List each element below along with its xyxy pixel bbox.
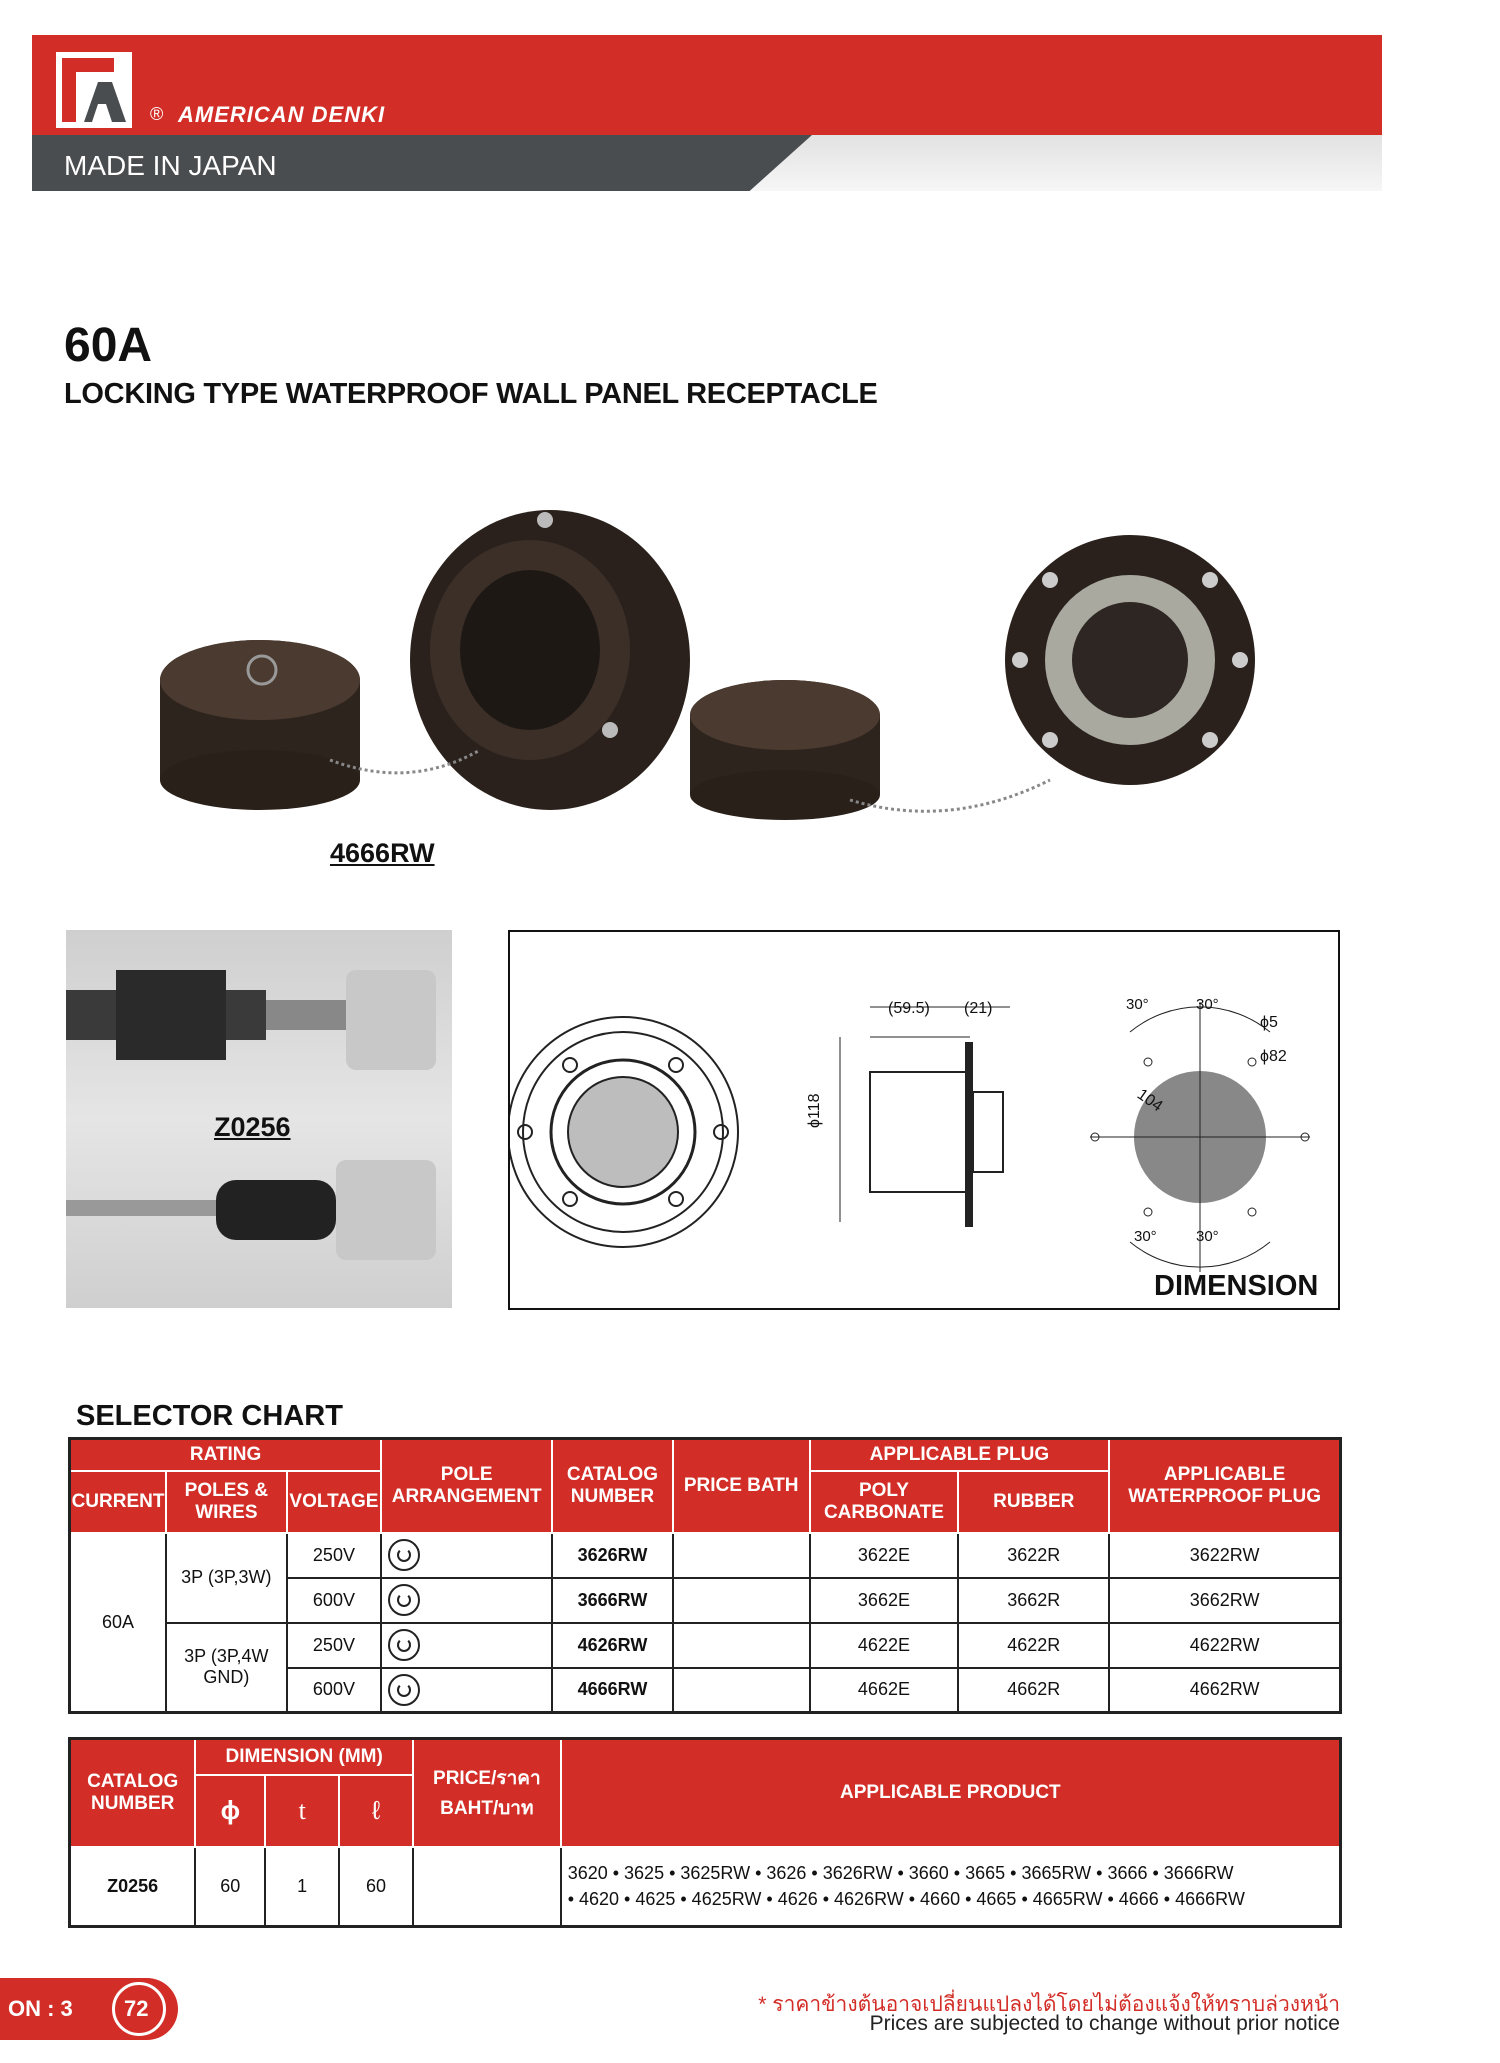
cell-acc-t: 1 xyxy=(265,1847,339,1927)
cell-acc-catalog: Z0256 xyxy=(70,1847,196,1927)
pole-arrangement-icon xyxy=(381,1578,552,1623)
accessory-table xyxy=(68,1737,1342,1928)
header-voltage: VOLTAGE xyxy=(287,1471,382,1533)
dim-angle-2: 30° xyxy=(1196,996,1219,1013)
dim-pcd: 104 xyxy=(1133,1085,1166,1116)
cell-voltage: 600V xyxy=(287,1578,382,1623)
cell-catalog: 3626RW xyxy=(552,1533,673,1578)
registered-mark: ® xyxy=(150,104,164,124)
dim-depth: (59.5) xyxy=(888,1000,930,1017)
product-photo xyxy=(150,500,1300,840)
selector-chart-title: SELECTOR CHART xyxy=(76,1400,343,1432)
cell-rubber: 4662R xyxy=(958,1668,1109,1713)
cell-price xyxy=(673,1578,810,1623)
dimension-label: DIMENSION xyxy=(1154,1270,1319,1302)
header-acc-l: ℓ xyxy=(339,1775,413,1847)
cell-poles-b: 3P (3P,4W GND) xyxy=(166,1623,287,1713)
page-subtitle: LOCKING TYPE WATERPROOF WALL PANEL RECEPTACLE xyxy=(64,378,878,410)
cell-price xyxy=(673,1668,810,1713)
cell-waterproof: 3622RW xyxy=(1109,1533,1340,1578)
dim-flange: (21) xyxy=(964,1000,993,1017)
cell-acc-products xyxy=(561,1847,1341,1927)
cell-poly: 3622E xyxy=(810,1533,959,1578)
selector-table xyxy=(68,1437,1342,1714)
cell-price xyxy=(673,1533,810,1578)
page-number: 72 xyxy=(124,1996,149,2021)
cell-rubber: 3622R xyxy=(958,1533,1109,1578)
cell-waterproof: 4662RW xyxy=(1109,1668,1340,1713)
cell-catalog: 4666RW xyxy=(552,1668,673,1713)
cell-acc-price xyxy=(413,1847,561,1927)
header-rating: RATING xyxy=(70,1439,382,1471)
header-poly-carbonate: POLY CARBONATE xyxy=(810,1471,959,1533)
table-row xyxy=(70,1533,1341,1578)
pole-arrangement-icon xyxy=(381,1668,552,1713)
dim-cutout: ϕ82 xyxy=(1260,1048,1287,1065)
header-acc-product: APPLICABLE PRODUCT xyxy=(561,1739,1341,1847)
dim-angle-1: 30° xyxy=(1126,996,1149,1013)
pole-arrangement-icon xyxy=(381,1533,552,1578)
cell-poles-a: 3P (3P,3W) xyxy=(166,1533,287,1623)
cell-catalog: 4626RW xyxy=(552,1623,673,1668)
accessory-model-label: Z0256 xyxy=(214,1112,291,1142)
dim-angle-4: 30° xyxy=(1196,1228,1219,1245)
header-acc-t: t xyxy=(265,1775,339,1847)
cell-acc-phi: 60 xyxy=(195,1847,265,1927)
cell-catalog: 3666RW xyxy=(552,1578,673,1623)
cell-voltage: 250V xyxy=(287,1533,382,1578)
cell-poly: 4662E xyxy=(810,1668,959,1713)
header-waterproof-plug: APPLICABLE WATERPROOF PLUG xyxy=(1109,1439,1340,1533)
product-list-line-1: 3620 • 3625 • 3625RW • 3626 • 3626RW • 3660 • 3665 • 3665RW • 3666 • 3666RW xyxy=(567,1863,1234,1884)
cell-current: 60A xyxy=(70,1533,167,1713)
price-note-english: Prices are subjected to change without prior notice xyxy=(869,2012,1340,2035)
header-applicable-plug: APPLICABLE PLUG xyxy=(810,1439,1110,1471)
header-price: PRICE BATH xyxy=(673,1439,810,1533)
header-rubber: RUBBER xyxy=(958,1471,1109,1533)
section-label: ON : 3 xyxy=(8,1996,73,2021)
page-title: 60A xyxy=(64,319,153,372)
dim-angle-3: 30° xyxy=(1134,1228,1157,1245)
product-list-line-2: • 4620 • 4625 • 4625RW • 4626 • 4626RW • 4660 • 4665 • 4665RW • 4666 • 4666RW xyxy=(567,1889,1245,1910)
table-row xyxy=(70,1847,1341,1927)
cell-poly: 4622E xyxy=(810,1623,959,1668)
header-pole-arrangement: POLE ARRANGEMENT xyxy=(381,1439,552,1533)
cell-acc-l: 60 xyxy=(339,1847,413,1927)
header-poles-wires: POLES & WIRES xyxy=(166,1471,287,1533)
cell-rubber: 3662R xyxy=(958,1578,1109,1623)
cell-voltage: 600V xyxy=(287,1668,382,1713)
table-row xyxy=(70,1623,1341,1668)
cell-rubber: 4622R xyxy=(958,1623,1109,1668)
cell-waterproof: 4622RW xyxy=(1109,1623,1340,1668)
brand-name: AMERICAN DENKI xyxy=(178,102,386,127)
cell-poly: 3662E xyxy=(810,1578,959,1623)
header-acc-catalog: CATALOG NUMBER xyxy=(70,1739,196,1847)
header-acc-dimension: DIMENSION (MM) xyxy=(195,1739,413,1775)
product-model-label: 4666RW xyxy=(330,838,435,868)
header-acc-price: PRICE/ราคา BAHT/บาท xyxy=(413,1739,561,1847)
header-catalog-number: CATALOG NUMBER xyxy=(552,1439,673,1533)
brand-logo xyxy=(56,52,132,128)
pole-arrangement-icon xyxy=(381,1623,552,1668)
dim-hole: ϕ5 xyxy=(1260,1014,1278,1031)
header-current: CURRENT xyxy=(70,1471,167,1533)
cell-price xyxy=(673,1623,810,1668)
cell-waterproof: 3662RW xyxy=(1109,1578,1340,1623)
dim-height: ϕ118 xyxy=(806,1093,823,1128)
header-acc-phi: ϕ xyxy=(195,1775,265,1847)
price-note-thai: * ราคาข้างต้นอาจเปลี่ยนแปลงได้โดยไม่ต้องแจ้งให้ทราบล่วงหน้า xyxy=(758,1993,1340,2016)
cell-voltage: 250V xyxy=(287,1623,382,1668)
dimension-drawing xyxy=(508,930,1340,1310)
made-in-label: MADE IN JAPAN xyxy=(64,150,277,181)
